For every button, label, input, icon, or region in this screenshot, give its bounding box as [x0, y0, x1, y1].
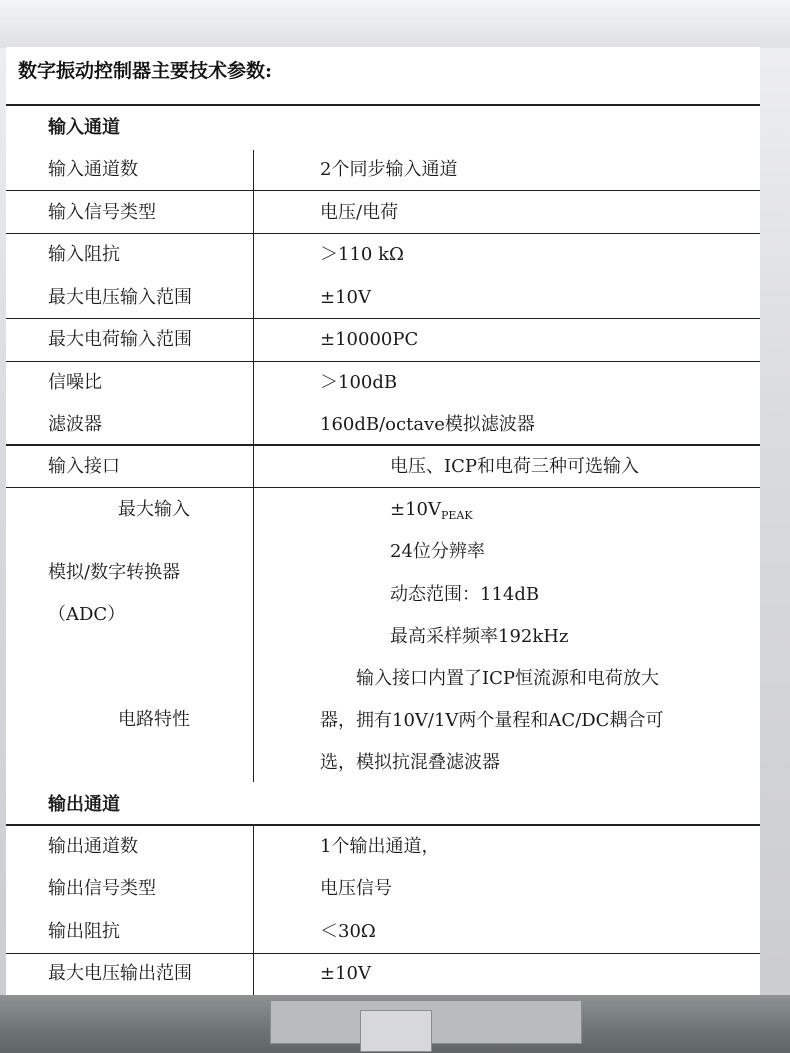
row-divider — [6, 318, 760, 319]
label-max-voltage-input: 最大电压输入范围 — [48, 287, 192, 308]
value-max-voltage-input: ±10V — [320, 287, 371, 308]
value-circuit-line1: 输入接口内置了ICP恒流源和电荷放大 — [356, 668, 659, 689]
label-filter: 滤波器 — [48, 414, 102, 435]
value-resolution: 24位分辨率 — [390, 541, 485, 562]
table-top-border — [6, 104, 760, 106]
value-max-input — [390, 499, 473, 527]
label-snr: 信噪比 — [48, 372, 102, 393]
label-input-channels: 输入通道数 — [48, 159, 138, 180]
row-divider — [6, 444, 760, 446]
value-output-channels: 1个输出通道， — [320, 836, 440, 857]
label-max-voltage-output: 最大电压输出范围 — [48, 963, 192, 984]
value-input-impedance: ＞110 kΩ — [320, 244, 404, 265]
machine-photo-part — [360, 1010, 432, 1052]
value-max-input-main: ±10V — [390, 499, 441, 520]
value-max-input-subscript: PEAK — [441, 509, 473, 522]
label-circuit: 电路特性 — [118, 709, 190, 730]
label-max-charge-input: 最大电荷输入范围 — [48, 329, 192, 350]
row-divider — [6, 190, 760, 191]
value-output-signal-type: 电压信号 — [320, 878, 392, 899]
document-title: 数字振动控制器主要技术参数: — [18, 60, 273, 82]
column-divider — [253, 150, 254, 782]
value-input-interface: 电压、ICP和电荷三种可选输入 — [390, 456, 639, 477]
value-output-impedance: ＜30Ω — [320, 921, 376, 942]
label-output-channels: 输出通道数 — [48, 836, 138, 857]
value-max-voltage-output: ±10V — [320, 963, 371, 984]
label-max-input: 最大输入 — [118, 499, 190, 520]
label-output-signal-type: 输出信号类型 — [48, 878, 156, 899]
value-dynamic-range: 动态范围：114dB — [390, 584, 540, 605]
value-circuit-line3: 选，模拟抗混叠滤波器 — [320, 752, 500, 773]
section-heading-output: 输出通道 — [48, 794, 120, 815]
value-snr: ＞100dB — [320, 372, 398, 393]
column-divider — [253, 826, 254, 995]
label-adc-line2: （ADC） — [48, 604, 126, 625]
background-top — [0, 0, 790, 48]
value-input-signal-type: 电压/电荷 — [320, 202, 399, 223]
row-divider — [6, 824, 760, 826]
value-input-channels: 2个同步输入通道 — [320, 159, 458, 180]
label-output-impedance: 输出阻抗 — [48, 921, 120, 942]
label-input-impedance: 输入阻抗 — [48, 244, 120, 265]
label-adc-line1: 模拟/数字转换器 — [48, 562, 181, 583]
row-divider — [6, 361, 760, 362]
row-divider — [6, 953, 760, 954]
row-divider — [6, 487, 760, 488]
label-input-interface: 输入接口 — [48, 456, 120, 477]
label-input-signal-type: 输入信号类型 — [48, 202, 156, 223]
value-circuit-line2: 器，拥有10V/1V两个量程和AC/DC耦合可 — [320, 710, 664, 731]
value-filter: 160dB/octave模拟滤波器 — [320, 414, 535, 435]
value-max-charge-input: ±10000PC — [320, 329, 419, 350]
row-divider — [6, 233, 760, 234]
value-sample-rate: 最高采样频率192kHz — [390, 626, 569, 647]
section-heading-input: 输入通道 — [48, 117, 120, 138]
